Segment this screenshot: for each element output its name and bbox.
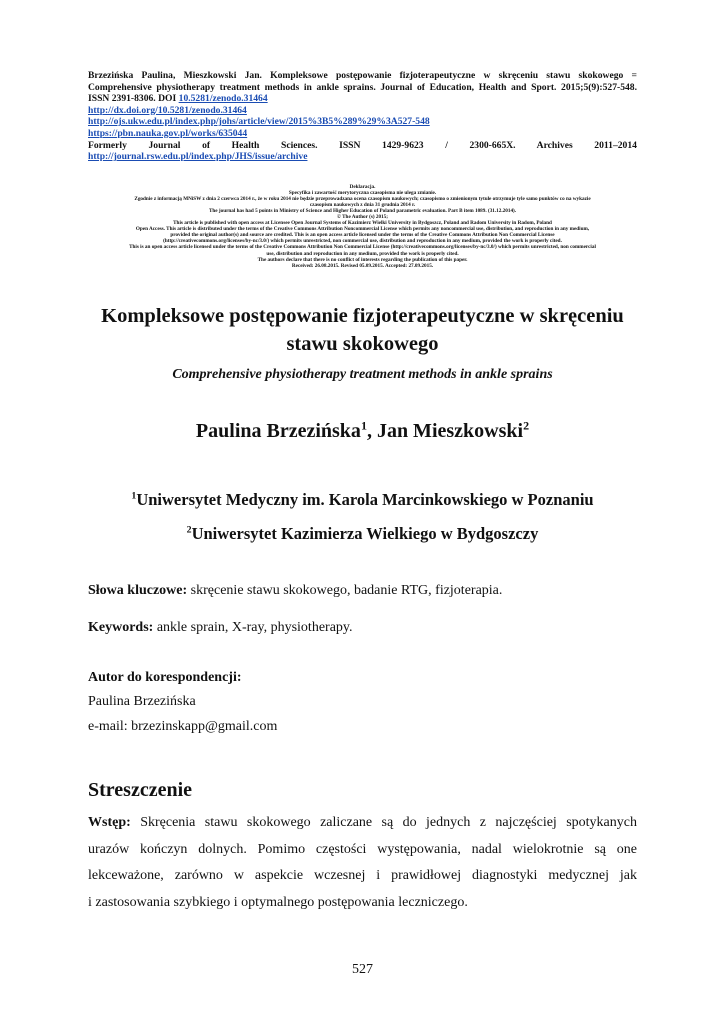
declaration-line: provided the original author(s) and source are credited. This is an open access article licensed under the terms of the Creative Commons Attribution Non Commercial License: [170, 232, 555, 239]
keywords-polish: [88, 583, 502, 599]
paper-subtitle: Comprehensive physiotherapy treatment methods in ankle sprains: [172, 367, 553, 382]
page-number: 527: [352, 962, 373, 977]
citation-issn: ISSN 2391-8306. DOI: [88, 93, 177, 105]
correspondence-heading: Autor do korespondencji:: [88, 670, 242, 685]
author-name: Paulina Brzezińska: [195, 420, 361, 442]
declaration-line: (http://creativecommons.org/licenses/by-nc/3.0/) which permits unrestricted, non commercial use, distribution and reproduction in any medium, provided the work is properly cited.: [163, 238, 562, 245]
affiliation: $^2$Uniwersytet Kazimierza Wielkiego w Bydgoszczy: [186, 524, 539, 543]
abstract-line: lekceważone, zarówno w aspekcie wczesnej i prawidłowej diagnostyki medycznej jak: [88, 868, 637, 883]
keywords-label: Słowa kluczowe:: [88, 583, 188, 598]
author-affiliation-mark: 2: [523, 418, 530, 433]
declaration-block: [60, 184, 665, 269]
declaration-line: use, distribution and reproduction in any medium, provided the work is properly cited.: [266, 250, 459, 257]
declaration-line: © The Author (s) 2015;: [337, 214, 388, 221]
affiliation: $^1$Uniwersytet Medyczny im. Karola Marcinkowskiego w Poznaniu: [131, 490, 594, 509]
declaration-line: Zgodnie z informacją MNiSW z dnia 2 czerwca 2014 r., że w roku 2014 nie będzie przeprowadzana ocena czasopism naukowych; czasopismo o zmienionym tytule otrzymuje tyle samo punktów co na wykazie: [134, 196, 591, 203]
formerly-line: Formerly Journal of Health Sciences. ISSN 1429-9623 / 2300-665X. Archives 2011–2014: [88, 139, 637, 151]
author-affiliation-mark: 1: [360, 418, 367, 433]
correspondence-email: e-mail: brzezinskapp@gmail.com: [88, 719, 278, 734]
declaration-line: The journal has had 5 points in Ministry of Science and Higher Education of Poland parametric evaluation. Part B item 1089. (31.12.2014).: [208, 208, 517, 215]
declaration-line: Open Access. This article is distributed under the terms of the Creative Commons Attribution Noncommercial License which permits any noncommercial use, distribution, and reproduction in any medium,: [135, 226, 590, 233]
declaration-line: This article is published with open access at Licensee Open Journal Systems of Kazimierz Wielki University in Bydgoszcz, Poland and Radom University in Radom, Poland: [173, 220, 552, 227]
keywords-label: Keywords:: [88, 620, 154, 635]
abstract-line: urazów kończyn dolnych. Pomimo częstości występowania, nadal wielokrotnie są one: [88, 841, 637, 857]
article-url-link[interactable]: http://ojs.ukw.edu.pl/index.php/johs/article/view/2015%3B5%289%29%3A527-548: [88, 116, 430, 128]
doi-link[interactable]: 10.5281/zenodo.31464: [178, 93, 268, 105]
citation-block: [88, 70, 637, 163]
declaration-line: czasopism naukowych z dnia 31 grudnia 2014 r.: [309, 202, 416, 209]
citation-line: Comprehensive physiotherapy treatment methods in ankle sprains. Journal of Education, Health and Sport. 2015;5(9):527-548.: [88, 81, 637, 93]
doi-url-link[interactable]: http://dx.doi.org/10.5281/zenodo.31464: [88, 104, 247, 116]
declaration-line: This is an open access article licensed under the terms of the Creative Commons Attribution Non Commercial License (http://creativecommons.org/licenses/by-nc/3.0/) which permits unrestricted, non commercial: [129, 244, 596, 251]
citation-line: [88, 93, 637, 105]
paper-title: Kompleksowe postępowanie fizjoterapeutyczne w skręceniu stawu skokowego: [101, 305, 624, 355]
archive-link[interactable]: http://journal.rsw.edu.pl/index.php/JHS/issue/archive: [88, 151, 308, 163]
pbn-link[interactable]: https://pbn.nauka.gov.pl/works/635044: [88, 127, 248, 139]
abstract-label: Wstęp:: [88, 815, 131, 830]
author-name: Jan Mieszkowski: [376, 420, 524, 442]
keywords-value: ankle sprain, X-ray, physiotherapy.: [153, 620, 353, 635]
authors: Paulina Brzezińska$^1$, Jan Mieszkowski$^2$: [195, 418, 530, 442]
abstract-line: Wstęp: Skręcenia stawu skokowego zaliczane są do jednych z najczęściej spotykanych: [88, 815, 637, 830]
correspondence-name: Paulina Brzezińska: [88, 694, 196, 709]
declaration-line: Received: 26.08.2015. Revised 05.09.2015. Accepted: 27.09.2015.: [291, 262, 434, 269]
abstract-heading: Streszczenie: [88, 779, 193, 801]
declaration-line: Deklaracja.: [349, 184, 376, 190]
declaration-line: Specyfika i zawartość merytoryczna czasopisma nie ulega zmianie.: [288, 190, 437, 197]
keywords-value: skręcenie stawu skokowego, badanie RTG, fizjoterapia.: [187, 583, 503, 598]
declaration-line: The authors declare that there is no conflict of interests regarding the publication of this paper.: [257, 256, 468, 263]
abstract-body: [88, 810, 637, 916]
citation-line: Brzezińska Paulina, Mieszkowski Jan. Kompleksowe postępowanie fizjoterapeutyczne w skręceniu stawu skokowego =: [88, 70, 637, 81]
abstract-line: i zastosowania szybkiego i optymalnego postępowania leczniczego.: [88, 894, 468, 910]
keywords-english: [88, 620, 353, 636]
